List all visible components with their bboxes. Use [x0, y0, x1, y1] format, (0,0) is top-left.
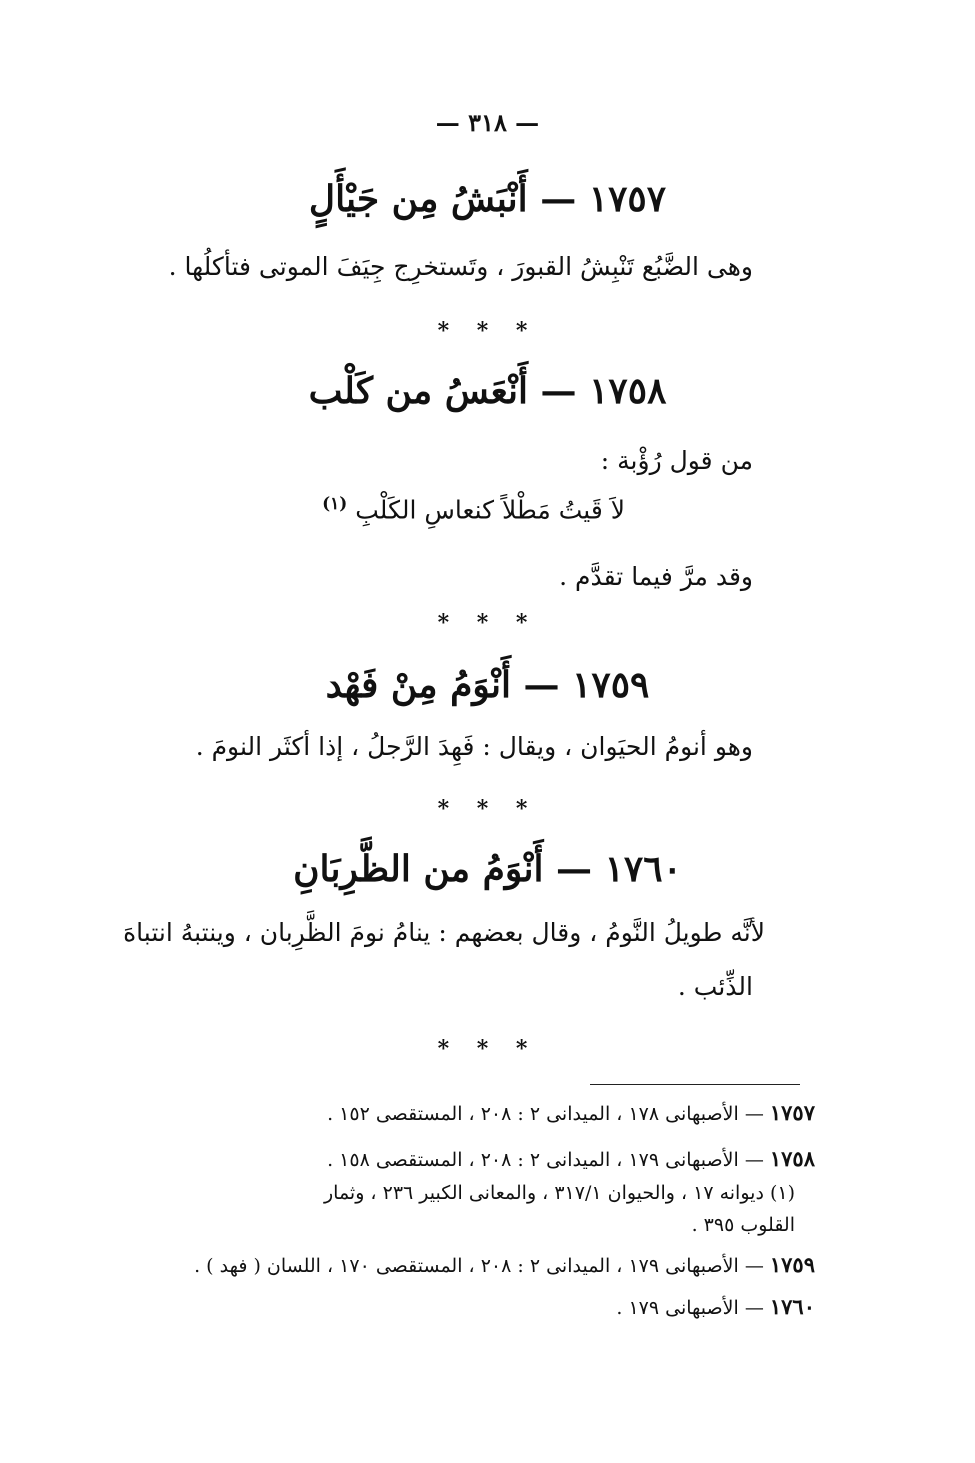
separator-stars: * * *: [437, 610, 538, 636]
entry-body-1759: وهو أنومُ الحيَوان ، ويقال : فَهِدَ الرَّجلُ ، إذا أكثَر النومَ .: [195, 732, 753, 761]
entry-body-1760-line1: لأنَّه طويلُ النَّومُ ، وقال بعضهم : ينامُ نومَ الظَّرِبان ، وينتبهُ انتباهَ: [123, 918, 765, 947]
footnote-text: — الأصبهانى ١٧٩ ، الميدانى ٢ : ٢٠٨ ، المستقصى ١٥٨ .: [327, 1149, 764, 1171]
footnote-1759: [194, 1252, 815, 1277]
footnote-number: ١٧٥٩: [769, 1252, 815, 1277]
footnote-verse-source-line2: [692, 1214, 795, 1236]
entry-note-1758: وقد مرَّ فيما تقدَّم .: [559, 562, 753, 591]
footnote-1757: [327, 1100, 815, 1125]
footnote-1758: [327, 1146, 815, 1171]
separator-stars: * * *: [437, 318, 538, 344]
entry-heading-1760: ١٧٦٠ — أَنْوَمُ من الظَّرِبَانِ: [293, 848, 682, 890]
footnote-divider: [590, 1084, 800, 1085]
footnote-number: ١٧٥٧: [769, 1100, 815, 1125]
page-number: — ٣١٨ —: [435, 108, 540, 137]
footnote-marker: (١): [322, 494, 348, 514]
footnote-text: — الأصبهانى ١٧٩ ، الميدانى ٢ : ٢٠٨ ، المستقصى ١٧٠ ، اللسان ( فهد ) .: [194, 1255, 764, 1277]
footnote-text: — الأصبهانى ١٧٨ ، الميدانى ٢ : ٢٠٨ ، المستقصى ١٥٢ .: [327, 1103, 764, 1125]
footnote-text: — الأصبهانى ١٧٩ .: [616, 1297, 764, 1319]
entry-heading-1757: ١٧٥٧ — أَنْبَشُ مِن جَيْأَلٍ: [308, 178, 667, 220]
entry-body-1760-line2: الذِّئب .: [677, 972, 753, 1001]
footnote-verse-source-line1: [324, 1182, 795, 1204]
entry-body-1757: وهى الضَّبُع تَنْبِشُ القبورَ ، وتَستخرِج جِيَفَ الموتى فتأكلُها .: [168, 252, 753, 281]
footnote-number: ١٧٦٠: [769, 1294, 815, 1319]
footnote-number: ١٧٥٨: [769, 1146, 815, 1171]
verse-text: لاَ قَيتُ مَطْلاً كنعاسِ الكَلْبِ: [355, 495, 625, 525]
entry-heading-1758: ١٧٥٨ — أَنْعَسُ من كَلْب: [308, 370, 667, 412]
separator-stars: * * *: [437, 796, 538, 822]
footnote-1760: [616, 1294, 815, 1319]
footnote-text: (١) ديوانه ١٧ ، والحيوان ٣١٧/١ ، والمعانى الكبير ٢٣٦ ، وثمار: [323, 1182, 795, 1204]
footnote-text: القلوب ٣٩٥ .: [691, 1214, 795, 1236]
entry-heading-1759: ١٧٥٩ — أَنْوَمُ مِنْ فَهْد: [325, 664, 650, 706]
separator-stars: * * *: [437, 1036, 538, 1062]
entry-intro-1758: من قول رُؤْبة :: [600, 446, 753, 475]
verse-line: [322, 494, 625, 524]
